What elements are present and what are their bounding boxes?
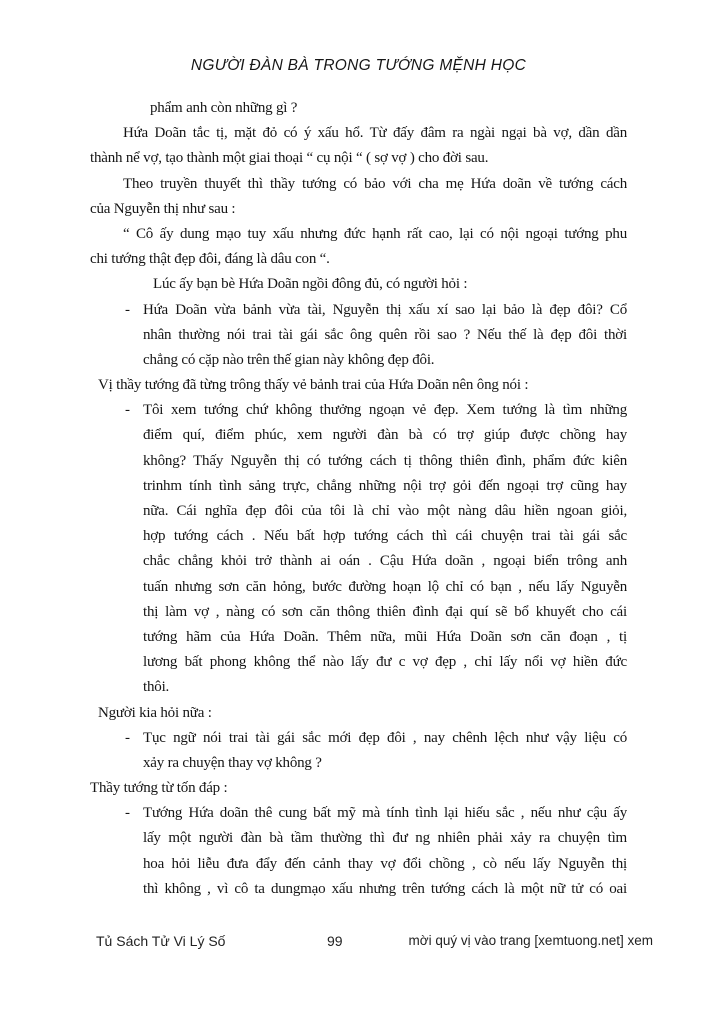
text-line: - Hứa Doãn vừa bảnh vừa tài, Nguyễn thị xấu xí sao lại bảo là đẹp đôi? Cổ bbox=[90, 298, 627, 323]
footer-site-note: mời quý vị vào trang [xemtuong.net] xem bbox=[408, 933, 653, 948]
text-line: Hứa Doãn tắc tị, mặt đỏ có ý xấu hổ. Từ đấy đâm ra ngài ngại bà vợ, dần dần bbox=[123, 125, 627, 142]
text-line: Theo truyền thuyết thì thầy tướng có bảo với cha mẹ Hứa doãn về tướng cách bbox=[123, 175, 627, 192]
list-dash: - bbox=[125, 402, 130, 419]
text-line: nhân thường nói trai tài gái sắc ông quên rồi sao ? Nếu thế là đẹp đôi thời bbox=[143, 326, 627, 343]
text-line: lương bất phong không thể nào lấy đư c vợ đẹp , chỉ lấy nổi vợ hiền đức bbox=[143, 654, 627, 671]
text-line: hoa hỏi liễu đưa đẩy đến cảnh thay vợ đổi chồng , cò nếu lấy Nguyễn thị bbox=[143, 855, 627, 872]
text-line: chẳng có cặp nào trên thế gian này không đẹp đôi. bbox=[143, 351, 435, 368]
text-line: điểm quí, điểm phúc, xem người đàn bà có trợ giúp được chồng hay bbox=[143, 427, 627, 444]
text-line: trinhm tính tình sảng trực, chẳng những nội trợ gỏi đến ngoại trợ cũng hay bbox=[143, 477, 627, 494]
text-line: - Tướng Hứa doãn thê cung bất mỹ mà tính tình lại hiếu sắc , nếu như cậu ấy bbox=[90, 801, 627, 826]
text-line: Người kia hỏi nữa : bbox=[98, 704, 212, 721]
text-line: của Nguyễn thị như sau : bbox=[90, 200, 236, 217]
text-line: Vị thầy tướng đã từng trông thấy vẻ bảnh trai của Hứa Doãn nên ông nói : bbox=[98, 377, 529, 394]
list-dash: - bbox=[125, 805, 130, 822]
text-line: thì không , vì cô ta dungmạo xấu nhưng trên tướng cách là một nữ tử có oai bbox=[143, 880, 627, 897]
text-line: “ Cô ấy dung mạo tuy xấu nhưng đức hạnh rất cao, lại có nội ngoại tướng phu bbox=[123, 225, 627, 242]
page-title: NGƯỜI ĐÀN BÀ TRONG TƯỚNG MỆNH HỌC bbox=[190, 57, 527, 74]
text-line: xảy ra chuyện thay vợ không ? bbox=[143, 754, 322, 771]
list-dash: - bbox=[125, 729, 130, 746]
footer-page-number: 99 bbox=[327, 933, 343, 949]
page-footer bbox=[0, 933, 717, 955]
text-line: hợp tướng cách . Nếu bất hợp tướng cách thì cái chuyện trai tài gái sắc bbox=[143, 528, 627, 545]
text-line: Thầy tướng từ tốn đáp : bbox=[90, 780, 228, 797]
list-dash: - bbox=[125, 301, 130, 318]
text-line: - Tôi xem tướng chứ không thưởng ngoạn vẻ đẹp. Xem tướng là tìm những bbox=[90, 398, 627, 423]
text-line: nữa. Cái nghĩa đẹp đôi của tôi là chỉ vào một nàng dâu hiền ngoan giỏi, bbox=[143, 503, 627, 519]
text-line: thị làm vợ , nàng có sơn căn thông thiên đình đại quí sẽ bổ khuyết cho cái bbox=[143, 603, 627, 620]
text-line: thành nể vợ, tạo thành một giai thoại “ cụ nội “ ( sợ vợ ) cho đời sau. bbox=[90, 150, 489, 167]
page-body bbox=[90, 96, 627, 902]
text-line: chi tướng thật đẹp đôi, đáng là dâu con “. bbox=[90, 251, 330, 268]
text-line: tướng hãm của Hứa Doãn. Thêm nữa, mũi Hứa Doãn sơn căn đoạn , tị bbox=[143, 628, 627, 645]
footer-series-label: Tủ Sách Tử Vi Lý Số bbox=[96, 933, 226, 949]
text-line: thôi. bbox=[143, 679, 170, 696]
text-line: Lúc ấy bạn bè Hứa Doãn ngồi đông đủ, có người hỏi : bbox=[153, 276, 468, 293]
text-line: lấy một người đàn bà tầm thường thì đư ng nhiên phải xảy ra chuyện tìm bbox=[143, 830, 627, 847]
text-line: không? Thấy Nguyễn thị có tướng cách tị thông thiên đình, phẩm đức kiên bbox=[143, 452, 627, 469]
text-line: phẩm anh còn những gì ? bbox=[150, 100, 298, 116]
text-line: chắc chẳng khỏi trở thành ai oán . Cậu Hứa doãn , ngoại biển trông anh bbox=[143, 553, 627, 570]
text-line: - Tục ngữ nói trai tài gái sắc mới đẹp đôi , nay chênh lệch như vậy liệu có bbox=[90, 726, 627, 751]
text-line: tuấn nhưng sơn căn hỏng, bước đường hoạn lộ chỉ có bạn , nếu lấy Nguyễn bbox=[143, 578, 627, 595]
